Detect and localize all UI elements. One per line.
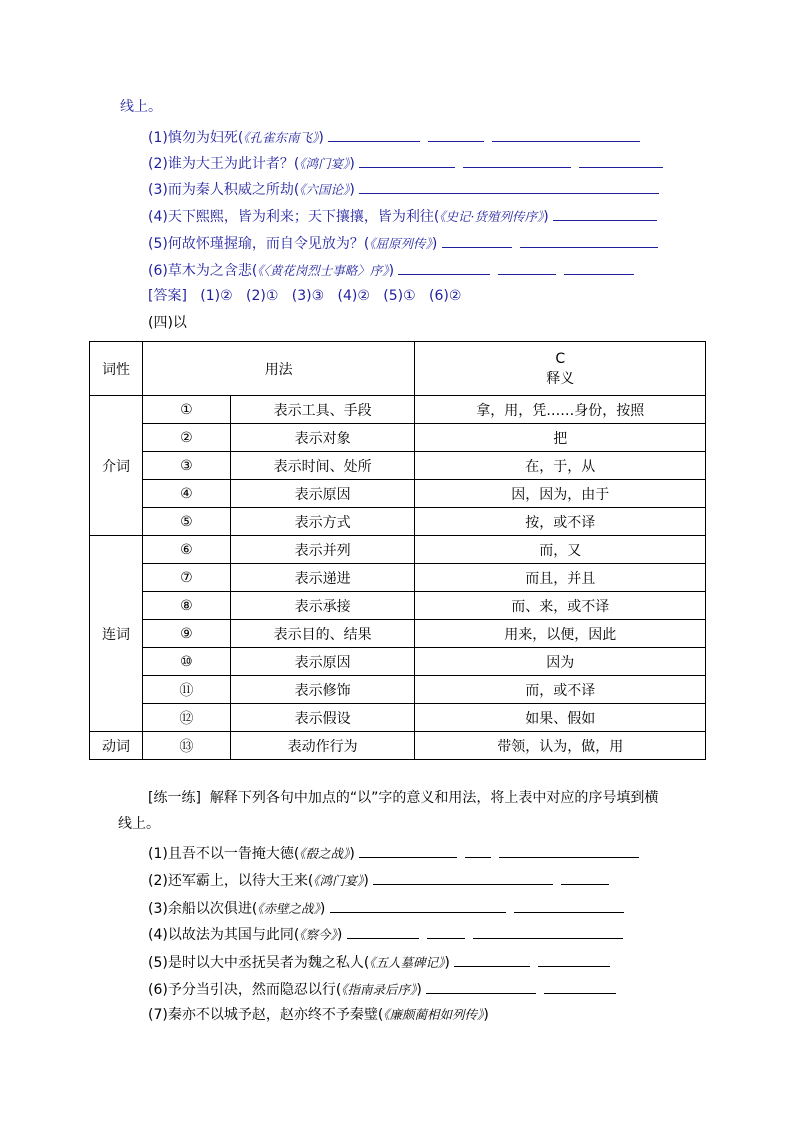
header-pos: 词性 bbox=[90, 342, 143, 396]
table-row bbox=[90, 452, 706, 480]
exercise-a-3: (3)而为秦人积威之所劫(《六国论》) bbox=[148, 179, 667, 199]
usage-cell: 表示承接 bbox=[230, 592, 415, 620]
practice-item-6: (6)予分当引决，然而隐忍以行(《指南录后序》) bbox=[148, 979, 624, 999]
meaning-cell: 而，又 bbox=[415, 536, 706, 564]
meaning-cell: 因为 bbox=[415, 648, 706, 676]
answer-blank[interactable] bbox=[553, 206, 657, 221]
practice-item-5: (5)是时以大中丞抚吴者为魏之私人(《五人墓碑记》) bbox=[148, 952, 618, 972]
answer-blank[interactable] bbox=[328, 127, 420, 142]
answer-blank[interactable] bbox=[561, 870, 609, 885]
num-cell: ⑥ bbox=[142, 536, 230, 564]
num-cell: ⑩ bbox=[142, 648, 230, 676]
num-cell: ⑫ bbox=[142, 704, 230, 732]
table-row bbox=[90, 564, 706, 592]
answer-blank[interactable] bbox=[347, 924, 419, 939]
table-row bbox=[90, 648, 706, 676]
pos-cell: 动词 bbox=[90, 732, 143, 760]
usage-cell: 表动作行为 bbox=[230, 732, 415, 760]
meaning-cell: 而，或不译 bbox=[415, 676, 706, 704]
num-cell: ② bbox=[142, 424, 230, 452]
answer-blank[interactable] bbox=[463, 153, 571, 168]
usage-cell: 表示递进 bbox=[230, 564, 415, 592]
meaning-cell: 拿，用，凭……身份，按照 bbox=[415, 396, 706, 424]
exercise-a-6: (6)草木为之含悲(《〈黄花岗烈士事略〉序》) bbox=[148, 260, 642, 280]
usage-cell: 表示方式 bbox=[230, 508, 415, 536]
num-cell: ⑤ bbox=[142, 508, 230, 536]
header-meaning: C 释义 bbox=[415, 342, 706, 396]
usage-cell: 表示对象 bbox=[230, 424, 415, 452]
answer-blank[interactable] bbox=[514, 898, 624, 913]
answer-blank[interactable] bbox=[359, 179, 659, 194]
num-cell: ⑨ bbox=[142, 620, 230, 648]
table-row bbox=[90, 508, 706, 536]
answer-blank[interactable] bbox=[544, 979, 616, 994]
usage-cell: 表示工具、手段 bbox=[230, 396, 415, 424]
answer-blank[interactable] bbox=[398, 260, 490, 275]
practice-item-3: (3)余船以次俱进(《赤壁之战》) bbox=[148, 898, 632, 918]
practice-item-7: (7)秦亦不以城予赵，赵亦终不予秦璧(《廉颇蔺相如列传》) bbox=[148, 1007, 489, 1023]
table-row bbox=[90, 620, 706, 648]
usage-table bbox=[89, 341, 706, 760]
pos-cell: 连词 bbox=[90, 536, 143, 732]
meaning-cell: 而、来，或不译 bbox=[415, 592, 706, 620]
table-row bbox=[90, 536, 706, 564]
table-row bbox=[90, 704, 706, 732]
table-row bbox=[90, 480, 706, 508]
meaning-cell: 用来，以便，因此 bbox=[415, 620, 706, 648]
meaning-cell: 而且，并且 bbox=[415, 564, 706, 592]
meaning-cell: 带领，认为，做，用 bbox=[415, 732, 706, 760]
meaning-cell: 因，因为，由于 bbox=[415, 480, 706, 508]
usage-cell: 表示假设 bbox=[230, 704, 415, 732]
answer-blank[interactable] bbox=[330, 898, 506, 913]
exercise-a-5: (5)何故怀瑾握瑜，而自令见放为？(《屈原列传》) bbox=[148, 233, 666, 253]
usage-cell: 表示修饰 bbox=[230, 676, 415, 704]
usage-cell: 表示目的、结果 bbox=[230, 620, 415, 648]
num-cell: ④ bbox=[142, 480, 230, 508]
answer-blank[interactable] bbox=[454, 952, 530, 967]
answer-blank[interactable] bbox=[428, 127, 484, 142]
table-row bbox=[90, 592, 706, 620]
answer-blank[interactable] bbox=[498, 260, 556, 275]
practice-item-4: (4)以故法为其国与此同(《察今》) bbox=[148, 924, 631, 944]
table-row bbox=[90, 732, 706, 760]
practice-item-1: (1)且吾不以一眚掩大德(《殽之战》) bbox=[148, 843, 647, 863]
answer-blank[interactable] bbox=[373, 870, 553, 885]
intro-tail: 线上。 bbox=[120, 99, 162, 115]
answer-blank[interactable] bbox=[579, 153, 663, 168]
answer-blank[interactable] bbox=[442, 233, 512, 248]
usage-cell: 表示并列 bbox=[230, 536, 415, 564]
num-cell: ⑦ bbox=[142, 564, 230, 592]
usage-cell: 表示原因 bbox=[230, 480, 415, 508]
exercise-a-2: (2)谁为大王为此计者？(《鸿门宴》) bbox=[148, 153, 671, 173]
table-row bbox=[90, 396, 706, 424]
answer-blank[interactable] bbox=[426, 979, 536, 994]
section-title: (四)以 bbox=[148, 315, 187, 331]
answer-blank[interactable] bbox=[564, 260, 634, 275]
exercise-a-4: (4)天下熙熙，皆为利来；天下攘攘，皆为利往(《史记·货殖列传序》) bbox=[148, 206, 665, 226]
num-cell: ① bbox=[142, 396, 230, 424]
answer-line: [答案] (1)② (2)① (3)③ (4)② (5)① (6)② bbox=[148, 288, 462, 304]
num-cell: ③ bbox=[142, 452, 230, 480]
num-cell: ⑬ bbox=[142, 732, 230, 760]
meaning-cell: 在，于，从 bbox=[415, 452, 706, 480]
meaning-cell: 按，或不译 bbox=[415, 508, 706, 536]
answer-blank[interactable] bbox=[492, 127, 640, 142]
answer-blank[interactable] bbox=[427, 924, 465, 939]
answer-blank[interactable] bbox=[359, 153, 455, 168]
practice-instruction: [练一练] 解释下列各句中加点的“以”字的意义和用法，将上表中对应的序号填到横 bbox=[148, 790, 659, 806]
answer-blank[interactable] bbox=[520, 233, 658, 248]
answer-blank[interactable] bbox=[359, 843, 457, 858]
meaning-cell: 如果、假如 bbox=[415, 704, 706, 732]
answer-blank[interactable] bbox=[473, 924, 623, 939]
num-cell: ⑧ bbox=[142, 592, 230, 620]
num-cell: ⑪ bbox=[142, 676, 230, 704]
practice-item-2: (2)还军霸上，以待大王来(《鸿门宴》) bbox=[148, 870, 617, 890]
meaning-cell: 把 bbox=[415, 424, 706, 452]
answer-blank[interactable] bbox=[538, 952, 610, 967]
table-row bbox=[90, 424, 706, 452]
usage-cell: 表示时间、处所 bbox=[230, 452, 415, 480]
exercise-a-1: (1)慎勿为妇死(《孔雀东南飞》) bbox=[148, 127, 648, 147]
header-usage: 用法 bbox=[142, 342, 415, 396]
practice-instruction-tail: 线上。 bbox=[118, 816, 160, 832]
table-row bbox=[90, 676, 706, 704]
pos-cell: 介词 bbox=[90, 396, 143, 536]
usage-cell: 表示原因 bbox=[230, 648, 415, 676]
answer-blank[interactable] bbox=[465, 843, 491, 858]
answer-blank[interactable] bbox=[499, 843, 639, 858]
